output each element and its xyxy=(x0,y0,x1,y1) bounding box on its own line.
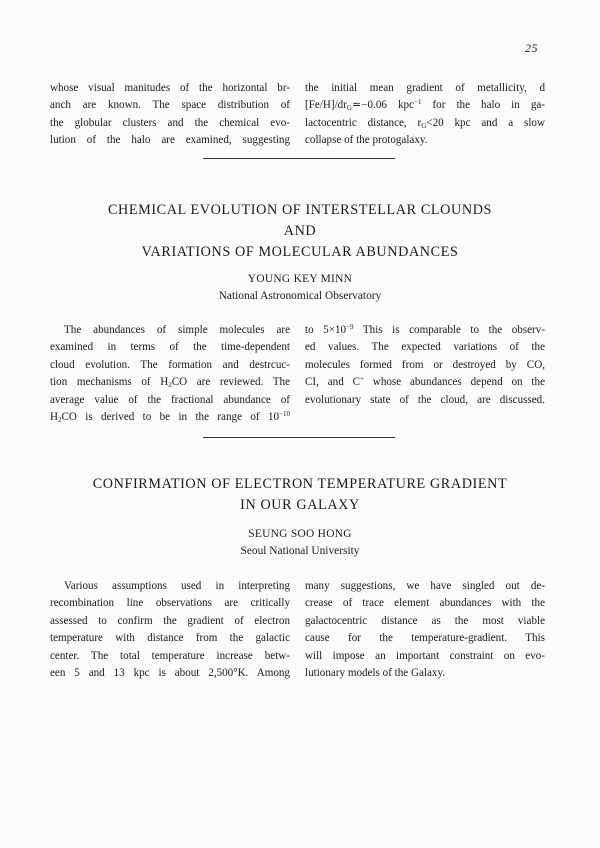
text-line: crease of trace element abundances with the xyxy=(305,597,545,610)
text-line: tion mechanisms of $H_2CO$ are reviewed. The xyxy=(50,376,291,390)
text-line: assessed to confirm the gradient of electron xyxy=(50,614,290,627)
article1-affiliation: National Astronomical Observatory xyxy=(218,290,382,302)
text-line: $H_2CO$ is derived to be in the range of $10^{-10}$ xyxy=(50,410,290,425)
title-line: AND xyxy=(283,223,317,239)
article1-title xyxy=(0,200,600,263)
text-line: average value of the fractional abundance of xyxy=(50,393,290,406)
article1-left-column xyxy=(50,322,290,426)
text-line: anch are known. The space distribution of xyxy=(50,99,290,112)
article2-right-column xyxy=(305,578,545,682)
text-line: the initial mean gradient of metallicity, d xyxy=(305,82,545,94)
text-line: whose visual manitudes of the horizontal br- xyxy=(50,82,290,94)
text-line: lactocentric distance, $r_G<20$ kpc and a slow xyxy=(305,116,545,130)
text-line: collapse of the protogalaxy. xyxy=(305,134,428,147)
page-number: 25 xyxy=(525,41,538,55)
text-line: molecules formed from or destroyed by CO, xyxy=(305,358,545,371)
article2-affiliation: Seoul National University xyxy=(240,545,360,557)
text-line: $[Fe/H]/dr_G≃-0.06$ kpc$^{-1}$ for the halo in ga- xyxy=(305,98,546,113)
text-line: Various assumptions used in interpreting xyxy=(64,580,290,592)
text-line: will impose an important constraint on evo- xyxy=(305,649,545,662)
article1-author: YOUNG KEY MINN xyxy=(247,273,353,285)
article1-right-column xyxy=(305,322,545,426)
text-line: CI, and C+ whose abundances depend on the xyxy=(305,375,545,389)
article1-abstract xyxy=(50,322,545,426)
intro-right-column xyxy=(305,80,545,150)
text-line: evolutionary state of the cloud, are discussed. xyxy=(305,393,545,406)
text-line: galactocentric distance as the most viable xyxy=(305,614,545,627)
text-line: cloud evolution. The formation and destrcuc- xyxy=(50,358,290,371)
text-line: lutionary models of the Galaxy. xyxy=(305,667,446,680)
text-line: many suggestions, we have singled out de- xyxy=(305,580,545,592)
article2-abstract xyxy=(50,578,545,682)
text-line: examined in terms of the time-dependent xyxy=(50,341,290,354)
article2-title xyxy=(0,474,600,516)
text-line: lution of the halo are examined, suggesting xyxy=(50,134,290,147)
title-line: CONFIRMATION OF ELECTRON TEMPERATURE GRADIENT xyxy=(92,476,508,492)
text-line: een 5 and 13 kpc is about 2,500°K. Among xyxy=(50,667,290,680)
intro-abstract xyxy=(50,80,545,150)
text-line: the globular clusters and the chemical evo- xyxy=(50,116,290,129)
section-divider xyxy=(203,158,395,159)
title-line: IN OUR GALAXY xyxy=(240,497,360,513)
text-line: center. The total temperature increase betw- xyxy=(50,649,290,662)
text-line: to $5\times 10^{-9}$ This is comparable to the observ- xyxy=(305,323,545,336)
title-line: CHEMICAL EVOLUTION OF INTERSTELLAR CLOUNDS xyxy=(107,202,493,218)
text-line: ed values. The expected variations of the xyxy=(305,341,545,354)
intro-left-column xyxy=(50,80,290,150)
text-line: temperature with distance from the galactic xyxy=(50,632,290,645)
text-line: cause for the temperature-gradient. This xyxy=(305,632,545,645)
text-line: recombination line observations are critically xyxy=(50,597,290,610)
title-line: VARIATIONS OF MOLECULAR ABUNDANCES xyxy=(141,244,459,260)
article2-author: SEUNG SOO HONG xyxy=(248,528,352,540)
section-divider xyxy=(203,437,395,438)
text-line: The abundances of simple molecules are xyxy=(64,324,290,336)
article2-left-column xyxy=(50,578,290,682)
